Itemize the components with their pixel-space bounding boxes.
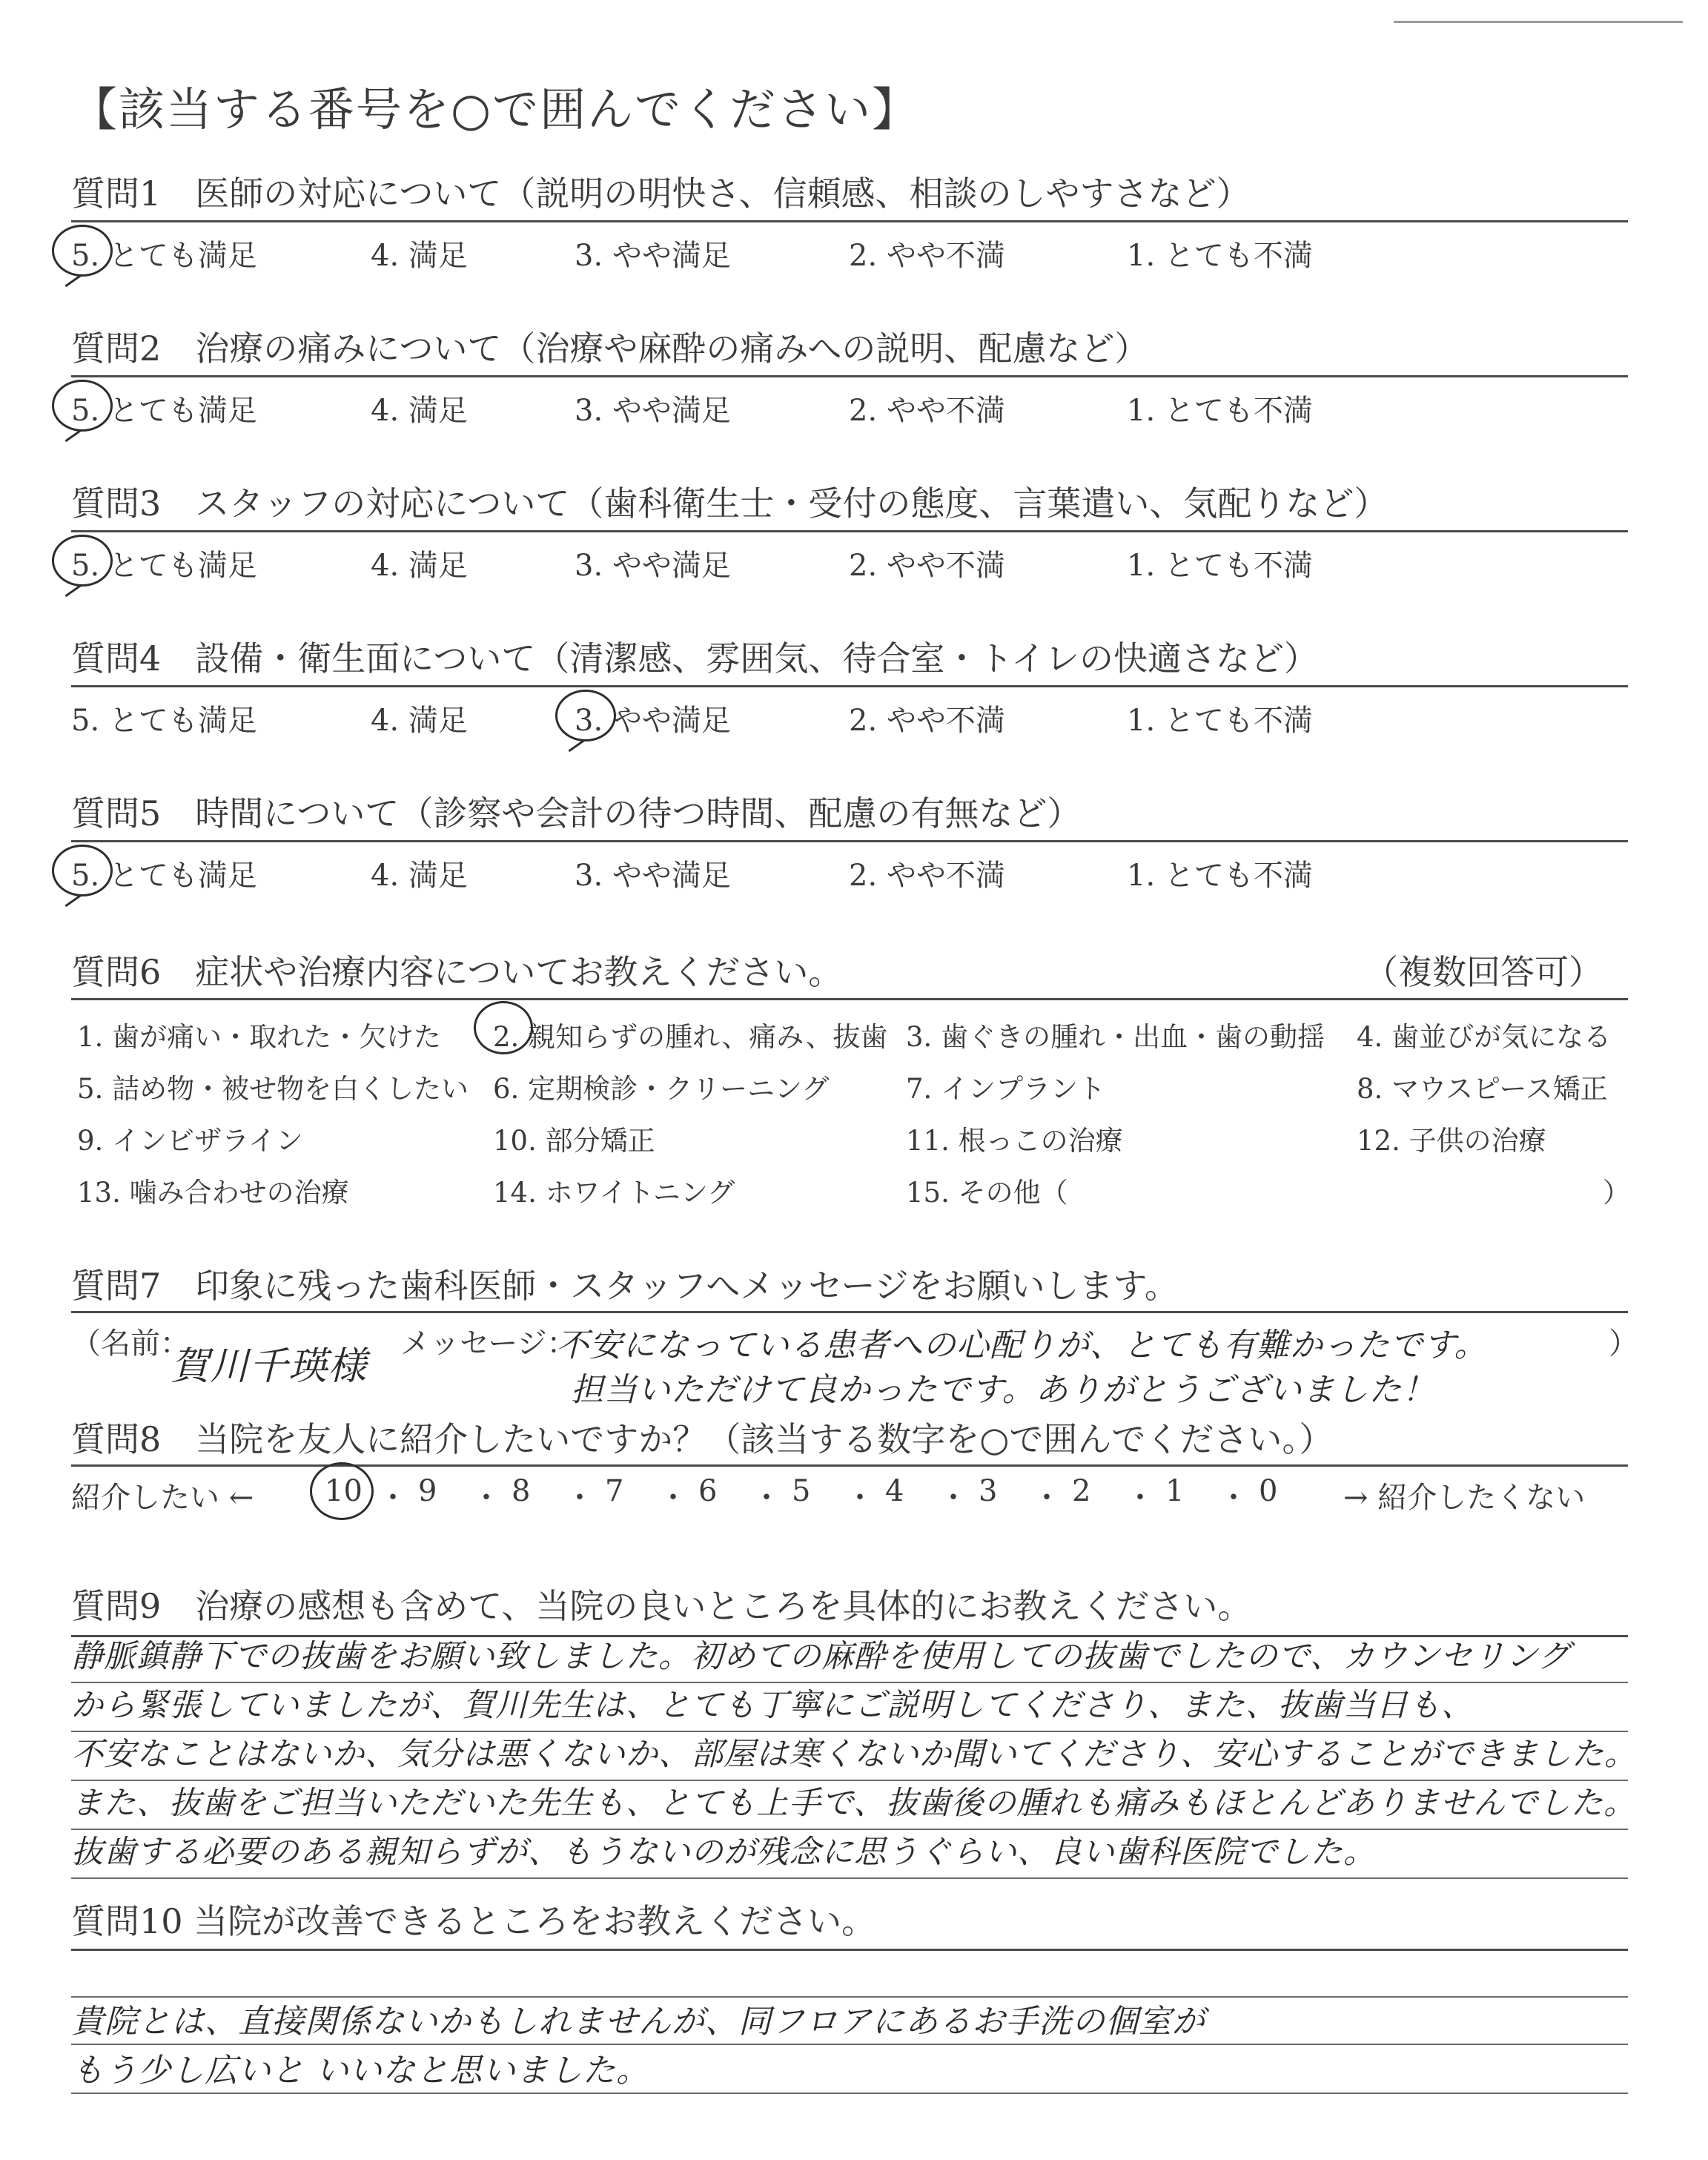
selection-stroke xyxy=(64,894,82,907)
q7-close-paren: ） xyxy=(1609,1327,1638,1361)
q6-option[interactable]: 10. 部分矯正 xyxy=(493,1125,655,1157)
q7-message-line1[interactable]: 不安になっている患者への心配りが、とても有難かったです。 xyxy=(556,1327,1488,1364)
q3-option[interactable]: 3. やや満足 xyxy=(575,549,731,583)
q1-option[interactable]: 5. とても満足 xyxy=(71,239,257,273)
q9-answer-line[interactable]: から緊張していましたが、賀川先生は、とても丁寧にご説明してくださり、また、抜歯当日も、 xyxy=(71,1687,1474,1724)
q6-rule xyxy=(71,998,1628,1000)
q8-scale-value[interactable]: 4 xyxy=(885,1474,904,1508)
q7-message-line2[interactable]: 担当いただけて良かったです。ありがとうございました！ xyxy=(571,1371,1436,1409)
q1-option[interactable]: 4. 満足 xyxy=(371,239,468,273)
q8-scale-value[interactable]: 1 xyxy=(1165,1474,1185,1508)
q6-option[interactable]: 3. 歯ぐきの腫れ・出血・歯の動揺 xyxy=(906,1021,1325,1053)
selection-circle xyxy=(52,535,113,587)
q2-option[interactable]: 4. 満足 xyxy=(371,394,468,428)
q10-answer-line[interactable]: もう少し広いと いいなと思いました。 xyxy=(71,2052,649,2090)
q4-option[interactable]: 3. やや満足 xyxy=(575,704,731,738)
q4-option[interactable]: 5. とても満足 xyxy=(71,704,257,738)
q5-title: 質問5 時間について（診察や会計の待つ時間、配慮の有無など） xyxy=(71,793,1082,833)
q8-scale-dot: ・ xyxy=(565,1481,595,1515)
q6-option[interactable]: 2. 親知らずの腫れ、痛み、抜歯 xyxy=(493,1021,888,1053)
q6-option[interactable]: 13. 噛み合わせの治療 xyxy=(77,1177,349,1209)
q2-option[interactable]: 1. とても不満 xyxy=(1127,394,1313,428)
q7-rule xyxy=(71,1311,1628,1313)
q2-rule xyxy=(71,375,1628,377)
q1-option[interactable]: 2. やや不満 xyxy=(849,239,1005,273)
selection-stroke xyxy=(64,584,82,597)
q3-rule xyxy=(71,530,1628,532)
q2-option[interactable]: 2. やや不満 xyxy=(849,394,1005,428)
q5-option[interactable]: 1. とても不満 xyxy=(1127,859,1313,893)
q10-answer-line[interactable]: 貴院とは、直接関係ないかもしれませんが、同フロアにあるお手洗の個室が xyxy=(71,2003,1205,2041)
q8-scale-value[interactable]: 5 xyxy=(792,1474,811,1508)
q6-option[interactable]: 14. ホワイトニング xyxy=(493,1177,735,1209)
q4-option[interactable]: 4. 満足 xyxy=(371,704,468,738)
q1-option[interactable]: 3. やや満足 xyxy=(575,239,731,273)
q6-option[interactable]: 1. 歯が痛い・取れた・欠けた xyxy=(77,1021,442,1053)
q6-option[interactable]: 12. 子供の治療 xyxy=(1357,1125,1546,1157)
q7-message-label: メッセージ： xyxy=(400,1327,577,1361)
q8-scale-value[interactable]: 7 xyxy=(605,1474,624,1508)
q8-scale-dot: ・ xyxy=(378,1481,408,1515)
answer-rule xyxy=(71,1877,1628,1879)
q5-option[interactable]: 5. とても満足 xyxy=(71,859,257,893)
scan-edge-line xyxy=(1394,21,1683,23)
q5-option[interactable]: 3. やや満足 xyxy=(575,859,731,893)
q8-scale-value[interactable]: 9 xyxy=(418,1474,437,1508)
q2-option[interactable]: 3. やや満足 xyxy=(575,394,731,428)
q10-rule xyxy=(71,1949,1628,1951)
q8-scale-value[interactable]: 10 xyxy=(325,1474,363,1508)
q9-title: 質問9 治療の感想も含めて、当院の良いところを具体的にお教えください。 xyxy=(71,1586,1252,1626)
q6-note: （複数回答可） xyxy=(1364,952,1603,992)
selection-stroke xyxy=(64,274,82,287)
q8-right-label: → 紹介したくない xyxy=(1343,1481,1586,1515)
q6-option[interactable]: ） xyxy=(1603,1177,1630,1209)
q2-title: 質問2 治療の痛みについて（治療や麻酔の痛みへの説明、配慮など） xyxy=(71,328,1149,369)
selection-stroke xyxy=(64,429,82,442)
q3-option[interactable]: 1. とても不満 xyxy=(1127,549,1313,583)
answer-rule xyxy=(71,2093,1628,2094)
q8-scale-dot: ・ xyxy=(658,1481,688,1515)
form-header: 【該当する番号を○で囲んでください】 xyxy=(71,82,920,136)
q5-option[interactable]: 4. 満足 xyxy=(371,859,468,893)
q6-option[interactable]: 6. 定期検診・クリーニング xyxy=(493,1073,830,1105)
q8-scale-value[interactable]: 6 xyxy=(698,1474,718,1508)
q4-rule xyxy=(71,685,1628,687)
q8-scale-dot: ・ xyxy=(1219,1481,1248,1515)
q6-option[interactable]: 9. インビザライン xyxy=(77,1125,303,1157)
q6-title: 質問6 症状や治療内容についてお教えください。 xyxy=(71,952,843,992)
q9-answer-line[interactable]: また、抜歯をご担当いただいた先生も、とても上手で、抜歯後の腫れも痛みもほとんどありませんでした。 xyxy=(71,1785,1637,1822)
q8-scale-dot: ・ xyxy=(1032,1481,1062,1515)
q3-option[interactable]: 5. とても満足 xyxy=(71,549,257,583)
q5-rule xyxy=(71,840,1628,842)
q9-answer-line[interactable]: 静脈鎮静下での抜歯をお願い致しました。初めての麻酔を使用しての抜歯でしたので、カウンセリング xyxy=(71,1638,1571,1675)
q9-answer-line[interactable]: 不安なことはないか、気分は悪くないか、部屋は寒くないか聞いてくださり、安心することができました。 xyxy=(71,1736,1637,1773)
q4-title: 質問4 設備・衛生面について（清潔感、雰囲気、待合室・トイレの快適さなど） xyxy=(71,638,1319,678)
q2-option[interactable]: 5. とても満足 xyxy=(71,394,257,428)
q8-scale-value[interactable]: 8 xyxy=(512,1474,531,1508)
q6-option[interactable]: 15. その他（ xyxy=(906,1177,1068,1209)
q6-option[interactable]: 7. インプラント xyxy=(906,1073,1106,1105)
selection-circle xyxy=(52,845,113,896)
selection-circle xyxy=(52,225,113,277)
q7-title: 質問7 印象に残った歯科医師・スタッフへメッセージをお願いします。 xyxy=(71,1266,1179,1306)
q8-scale-dot: ・ xyxy=(845,1481,875,1515)
q7-name-value[interactable]: 賀川千瑛様 xyxy=(171,1344,368,1389)
q6-option[interactable]: 8. マウスピース矯正 xyxy=(1357,1073,1608,1105)
q8-scale-dot: ・ xyxy=(752,1481,781,1515)
q3-option[interactable]: 4. 満足 xyxy=(371,549,468,583)
q8-scale-value[interactable]: 0 xyxy=(1259,1474,1278,1508)
q8-title: 質問8 当院を友人に紹介したいですか？（該当する数字を○で囲んでください。） xyxy=(71,1419,1334,1459)
q6-option[interactable]: 11. 根っこの治療 xyxy=(906,1125,1123,1157)
selection-circle xyxy=(52,380,113,432)
q1-title: 質問1 医師の対応について（説明の明快さ、信頼感、相談のしやすさなど） xyxy=(71,174,1251,214)
q8-rule xyxy=(71,1464,1628,1467)
q8-scale-value[interactable]: 2 xyxy=(1072,1474,1091,1508)
q5-option[interactable]: 2. やや不満 xyxy=(849,859,1005,893)
q3-title: 質問3 スタッフの対応について（歯科衛生士・受付の態度、言葉遣い、気配りなど） xyxy=(71,483,1388,524)
q9-answer-line[interactable]: 抜歯する必要のある親知らずが、もうないのが残念に思うぐらい、良い歯科医院でした。 xyxy=(71,1834,1376,1871)
q8-scale-dot: ・ xyxy=(471,1481,501,1515)
selection-circle xyxy=(555,690,616,742)
q8-left-label: 紹介したい ← xyxy=(71,1481,254,1515)
q6-option[interactable]: 4. 歯並びが気になる xyxy=(1357,1021,1612,1053)
selection-circle xyxy=(474,1001,533,1054)
q4-option[interactable]: 2. やや不満 xyxy=(849,704,1005,738)
selection-stroke xyxy=(568,739,585,752)
q4-option[interactable]: 1. とても不満 xyxy=(1127,704,1313,738)
q7-name-label: （名前： xyxy=(71,1327,190,1361)
q6-option[interactable]: 5. 詰め物・被せ物を白くしたい xyxy=(77,1073,469,1105)
q1-rule xyxy=(71,220,1628,222)
selection-circle xyxy=(310,1462,374,1520)
q3-option[interactable]: 2. やや不満 xyxy=(849,549,1005,583)
q1-option[interactable]: 1. とても不満 xyxy=(1127,239,1313,273)
q8-scale-dot: ・ xyxy=(1125,1481,1155,1515)
q8-scale-value[interactable]: 3 xyxy=(979,1474,998,1508)
q10-title: 質問10 当院が改善できるところをお教えください。 xyxy=(71,1901,876,1941)
q8-scale-dot: ・ xyxy=(939,1481,968,1515)
